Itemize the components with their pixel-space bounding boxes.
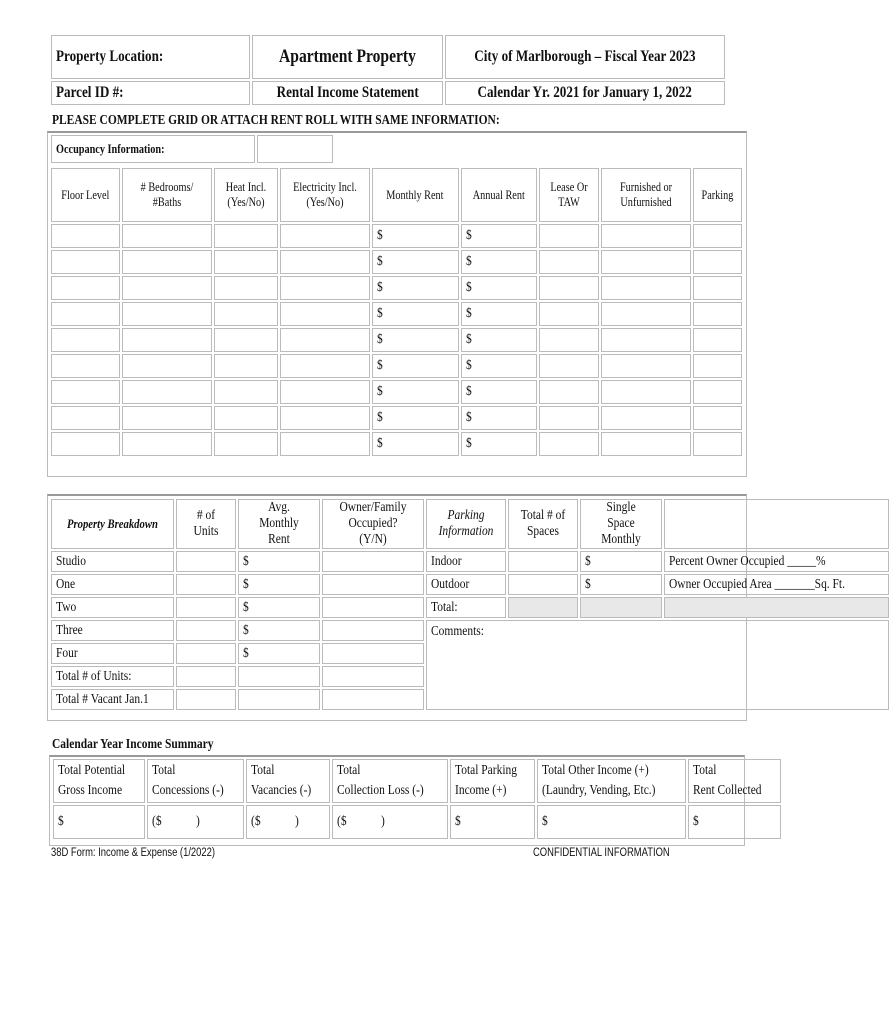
income-col-header (332, 759, 448, 803)
total-spaces-cell[interactable] (508, 574, 578, 595)
monthly-rent-currency: $ (376, 332, 383, 347)
occupancy-cell[interactable] (601, 432, 691, 456)
form-id: 38D Form: Income & Expense (1/2022) (51, 847, 216, 859)
income-col-label: (Laundry, Vending, Etc.) (542, 783, 656, 798)
occupancy-cell[interactable] (461, 380, 537, 404)
statement-title-cell (252, 81, 443, 105)
occupancy-table (49, 166, 744, 458)
owner-occupied-cell[interactable] (322, 551, 424, 572)
breakdown-row (51, 551, 889, 572)
unit-type-label-text: Total # of Units: (56, 668, 132, 684)
occupancy-cell[interactable] (280, 354, 370, 378)
monthly-rent-currency: $ (376, 228, 383, 243)
units-count-cell[interactable] (176, 620, 236, 641)
occupancy-cell[interactable] (51, 406, 120, 430)
income-col-label: Total (251, 763, 275, 778)
owner-occupied-area-text: Owner Occupied Area _______Sq. Ft. (669, 576, 846, 592)
occupancy-cell[interactable] (280, 302, 370, 326)
parking-type-label (426, 551, 506, 572)
unit-type-label-text: Studio (56, 553, 86, 569)
occupancy-cell[interactable] (214, 406, 278, 430)
col-total-spaces: Total # of Spaces (508, 499, 578, 549)
occupancy-cell[interactable] (601, 380, 691, 404)
income-col-label: Total (151, 763, 176, 778)
income-value-text: ($ ) (251, 814, 300, 829)
breakdown-row (51, 597, 889, 618)
property-location-label: Property Location: (56, 48, 164, 65)
unit-type-label (51, 597, 174, 618)
calendar-year-cell (445, 81, 725, 105)
occupancy-cell[interactable] (214, 328, 278, 352)
single-space-cell[interactable] (580, 551, 662, 572)
occupancy-cell[interactable] (372, 432, 459, 456)
income-value-cell[interactable] (332, 805, 448, 839)
occupancy-cell[interactable] (693, 328, 742, 352)
income-value-text: $ (542, 814, 548, 829)
occupancy-cell[interactable] (601, 224, 691, 248)
col-avg-monthly-rent: Avg. Monthly Rent (238, 499, 320, 549)
parking-info-title-cell (426, 499, 506, 549)
occupancy-cell[interactable] (601, 302, 691, 326)
occupancy-cell[interactable] (51, 224, 120, 248)
income-col-label: Collection Loss (-) (336, 783, 424, 798)
owner-occupied-cell[interactable] (322, 574, 424, 595)
occupancy-cell[interactable] (280, 432, 370, 456)
income-value-text: $ (692, 814, 699, 829)
instruction-text: PLEASE COMPLETE GRID OR ATTACH RENT ROLL WITH SAME INFORMATION: (52, 113, 500, 128)
occupancy-cell[interactable] (539, 406, 599, 430)
single-space-cell-text: $ (585, 553, 591, 569)
occupancy-cell[interactable] (51, 302, 120, 326)
occupancy-cell[interactable] (280, 224, 370, 248)
col-heat-incl: Heat Incl. (Yes/No) (214, 168, 278, 222)
col-annual-rent: Annual Rent (461, 168, 537, 222)
owner-occupied-area[interactable] (664, 574, 889, 595)
occupancy-cell[interactable] (280, 276, 370, 300)
occupancy-row (51, 432, 742, 456)
monthly-rent-currency: $ (376, 436, 383, 451)
income-value-text: $ (58, 814, 64, 829)
single-space-cell-text: $ (585, 576, 591, 592)
form-title-cell (252, 35, 443, 79)
annual-rent-currency: $ (465, 332, 472, 347)
breakdown-title: Property Breakdown (67, 515, 158, 531)
income-summary-title: Calendar Year Income Summary (52, 737, 214, 752)
units-count-cell[interactable] (176, 643, 236, 664)
income-col-label: Total Parking (454, 763, 517, 778)
avg-rent-cell (238, 689, 320, 710)
occupancy-cell[interactable] (372, 250, 459, 274)
breakdown-row (51, 574, 889, 595)
income-value-cell[interactable] (53, 805, 145, 839)
avg-rent-cell (238, 666, 320, 687)
avg-rent-cell-text: $ (243, 553, 249, 569)
parking-type-label-text: Indoor (431, 553, 462, 569)
city-fiscal-year: City of Marlborough – Fiscal Year 2023 (474, 48, 696, 65)
avg-rent-cell-text: $ (243, 622, 249, 638)
occupancy-cell[interactable] (539, 380, 599, 404)
occupancy-cell[interactable] (461, 354, 537, 378)
occupancy-row (51, 250, 742, 274)
occupancy-cell[interactable] (280, 406, 370, 430)
occupancy-row (51, 224, 742, 248)
occupancy-title-table (49, 133, 335, 165)
occupancy-row (51, 302, 742, 326)
occupancy-cell[interactable] (122, 276, 212, 300)
unit-type-label (51, 574, 174, 595)
property-location-cell[interactable] (51, 35, 250, 79)
avg-rent-cell[interactable] (238, 620, 320, 641)
annual-rent-currency: $ (465, 280, 472, 295)
occupancy-cell[interactable] (51, 328, 120, 352)
unit-type-label (51, 551, 174, 572)
income-value-cell[interactable] (537, 805, 685, 839)
occupancy-cell[interactable] (51, 354, 120, 378)
occupancy-cell[interactable] (539, 250, 599, 274)
occupancy-cell[interactable] (372, 328, 459, 352)
statement-title: Rental Income Statement (276, 84, 419, 101)
occupancy-cell[interactable] (539, 354, 599, 378)
monthly-rent-currency: $ (376, 254, 383, 269)
income-header-row (53, 759, 781, 803)
annual-rent-currency: $ (465, 436, 472, 451)
occupancy-cell[interactable] (214, 302, 278, 326)
avg-rent-cell-text: $ (243, 576, 249, 592)
unit-type-label (51, 620, 174, 641)
occupancy-cell[interactable] (601, 250, 691, 274)
occupancy-cell[interactable] (214, 250, 278, 274)
col-single-space-monthly: Single Space Monthly (580, 499, 662, 549)
occupancy-cell[interactable] (693, 302, 742, 326)
units-count-cell[interactable] (176, 597, 236, 618)
income-col-header (147, 759, 245, 803)
occupancy-title-cell (51, 135, 255, 163)
city-fiscal-cell (445, 35, 725, 79)
occupancy-cell[interactable] (372, 224, 459, 248)
income-col-label: Total (336, 763, 361, 778)
owner-occupied-cell[interactable] (322, 643, 424, 664)
occupancy-cell[interactable] (214, 354, 278, 378)
occupancy-cell[interactable] (122, 328, 212, 352)
occupancy-cell[interactable] (372, 276, 459, 300)
occupancy-cell[interactable] (693, 406, 742, 430)
parking-type-label-text: Outdoor (431, 576, 470, 592)
occupancy-cell[interactable] (693, 380, 742, 404)
annual-rent-currency: $ (465, 254, 472, 269)
owner-occupied-cell[interactable] (322, 597, 424, 618)
monthly-rent-currency: $ (376, 410, 383, 425)
unit-type-label-text: Total # Vacant Jan.1 (56, 691, 149, 707)
occupancy-cell[interactable] (51, 276, 120, 300)
annual-rent-currency: $ (465, 306, 472, 321)
unit-type-label-text: Four (56, 645, 78, 661)
avg-rent-cell[interactable] (238, 597, 320, 618)
breakdown-row (51, 620, 889, 641)
parking-total-blank (664, 597, 889, 618)
occupancy-cell[interactable] (461, 224, 537, 248)
percent-owner-occupied-text: Percent Owner Occupied _____% (669, 553, 826, 569)
avg-rent-cell-text: $ (243, 599, 249, 615)
occupancy-cell[interactable] (214, 224, 278, 248)
annual-rent-currency: $ (465, 228, 472, 243)
parking-type-label (426, 574, 506, 595)
monthly-rent-currency: $ (376, 280, 383, 295)
income-col-header (246, 759, 329, 803)
col-furnished: Furnished or Unfurnished (601, 168, 691, 222)
avg-rent-cell[interactable] (238, 643, 320, 664)
occupancy-row (51, 276, 742, 300)
income-col-label: Vacancies (-) (251, 783, 312, 798)
parcel-id-cell[interactable] (51, 81, 250, 105)
avg-rent-cell[interactable] (238, 574, 320, 595)
breakdown-header-row (51, 499, 889, 549)
occupancy-blank-cell (257, 135, 333, 163)
occupancy-cell[interactable] (693, 354, 742, 378)
income-col-header (450, 759, 536, 803)
monthly-rent-currency: $ (376, 306, 383, 321)
income-col-label: Rent Collected (692, 783, 762, 798)
header-table (49, 33, 727, 107)
breakdown-title-cell (51, 499, 174, 549)
income-value-text: ($ ) (336, 814, 385, 829)
comments-cell[interactable] (426, 620, 889, 710)
col-electricity-incl: Electricity Incl. (Yes/No) (280, 168, 370, 222)
unit-type-label-text: Two (56, 599, 77, 615)
income-value-cell[interactable] (147, 805, 245, 839)
occupancy-cell[interactable] (601, 276, 691, 300)
occupancy-cell[interactable] (461, 406, 537, 430)
occupancy-cell[interactable] (461, 328, 537, 352)
annual-rent-currency: $ (465, 358, 472, 373)
breakdown-table (49, 497, 891, 712)
unit-type-label (51, 643, 174, 664)
occupancy-cell[interactable] (461, 432, 537, 456)
units-count-cell[interactable] (176, 551, 236, 572)
occupancy-cell[interactable] (693, 432, 742, 456)
breakdown-header-blank (664, 499, 889, 549)
occupancy-cell[interactable] (214, 432, 278, 456)
col-floor-level: Floor Level (51, 168, 120, 222)
annual-rent-currency: $ (465, 384, 472, 399)
annual-rent-currency: $ (465, 410, 472, 425)
total-spaces-cell[interactable] (508, 597, 578, 618)
units-count-cell[interactable] (176, 666, 236, 687)
occupancy-cell[interactable] (214, 380, 278, 404)
income-col-label: Total (692, 763, 717, 778)
occupancy-cell[interactable] (372, 354, 459, 378)
income-col-label: Income (+) (454, 783, 506, 798)
col-units: # of Units (176, 499, 236, 549)
occupancy-cell[interactable] (461, 276, 537, 300)
occupancy-cell[interactable] (539, 224, 599, 248)
unit-type-label (51, 666, 174, 687)
col-monthly-rent: Monthly Rent (372, 168, 459, 222)
unit-type-label-text: One (56, 576, 76, 592)
income-value-cell[interactable] (246, 805, 329, 839)
occupancy-cell[interactable] (51, 380, 120, 404)
occupancy-cell[interactable] (372, 302, 459, 326)
form-title: Apartment Property (279, 46, 416, 67)
parcel-id-label: Parcel ID #: (56, 84, 124, 101)
units-count-cell[interactable] (176, 574, 236, 595)
occupancy-cell[interactable] (122, 224, 212, 248)
income-col-label: Concessions (-) (151, 783, 224, 798)
owner-occupied-cell[interactable] (322, 620, 424, 641)
occupancy-cell[interactable] (214, 276, 278, 300)
income-value-text: ($ ) (151, 814, 200, 829)
income-value-cell[interactable] (450, 805, 536, 839)
income-value-cell[interactable] (688, 805, 782, 839)
parking-info-title: Parking Information (438, 508, 494, 539)
col-bedrooms-baths: # Bedrooms/ #Baths (122, 168, 212, 222)
col-parking: Parking (693, 168, 742, 222)
parking-type-label-text: Total: (431, 599, 458, 615)
occupancy-cell[interactable] (372, 380, 459, 404)
occupancy-cell[interactable] (122, 354, 212, 378)
occupancy-cell[interactable] (693, 276, 742, 300)
percent-owner-occupied[interactable] (664, 551, 889, 572)
income-value-row (53, 805, 781, 839)
occupancy-cell[interactable] (122, 432, 212, 456)
monthly-rent-currency: $ (376, 384, 383, 399)
income-col-header (53, 759, 145, 803)
income-summary-table (51, 757, 783, 841)
occupancy-cell[interactable] (539, 276, 599, 300)
occupancy-cell[interactable] (280, 328, 370, 352)
monthly-rent-currency: $ (376, 358, 383, 373)
occupancy-cell[interactable] (693, 224, 742, 248)
calendar-year: Calendar Yr. 2021 for January 1, 2022 (477, 84, 693, 101)
occupancy-row (51, 406, 742, 430)
income-col-header (537, 759, 685, 803)
occupancy-cell[interactable] (601, 406, 691, 430)
occupancy-cell[interactable] (461, 250, 537, 274)
single-space-cell[interactable] (580, 574, 662, 595)
occupancy-cell[interactable] (372, 406, 459, 430)
col-owner-occupied: Owner/Family Occupied? (Y/N) (322, 499, 424, 549)
occupancy-cell[interactable] (461, 302, 537, 326)
occupancy-cell[interactable] (601, 328, 691, 352)
occupancy-cell[interactable] (601, 354, 691, 378)
total-spaces-cell[interactable] (508, 551, 578, 572)
parking-type-label (426, 597, 506, 618)
income-col-label: Total Other Income (+) (542, 763, 649, 778)
comments-cell-text: Comments: (431, 624, 485, 639)
occupancy-header-row (51, 168, 742, 222)
occupancy-cell[interactable] (539, 432, 599, 456)
income-col-header (688, 759, 782, 803)
occupancy-cell[interactable] (122, 250, 212, 274)
occupancy-cell[interactable] (280, 250, 370, 274)
col-lease-taw: Lease Or TAW (539, 168, 599, 222)
occupancy-cell[interactable] (122, 380, 212, 404)
unit-type-label (51, 689, 174, 710)
occupancy-row (51, 328, 742, 352)
occupancy-cell[interactable] (693, 250, 742, 274)
single-space-cell (580, 597, 662, 618)
owner-occupied-cell[interactable] (322, 666, 424, 687)
occupancy-cell[interactable] (51, 250, 120, 274)
income-col-label: Total Potential (58, 763, 126, 778)
income-col-label: Gross Income (58, 783, 123, 798)
occupancy-title: Occupancy Information: (56, 142, 165, 156)
occupancy-cell[interactable] (122, 406, 212, 430)
owner-occupied-cell[interactable] (322, 689, 424, 710)
units-count-cell[interactable] (176, 689, 236, 710)
occupancy-cell[interactable] (539, 302, 599, 326)
occupancy-row (51, 380, 742, 404)
confidential-label: CONFIDENTIAL INFORMATION (533, 847, 670, 859)
occupancy-cell[interactable] (122, 302, 212, 326)
occupancy-cell[interactable] (51, 432, 120, 456)
unit-type-label-text: Three (56, 622, 83, 638)
occupancy-cell[interactable] (539, 328, 599, 352)
income-value-text: $ (454, 814, 461, 829)
avg-rent-cell[interactable] (238, 551, 320, 572)
occupancy-cell[interactable] (280, 380, 370, 404)
avg-rent-cell-text: $ (243, 645, 249, 661)
occupancy-row (51, 354, 742, 378)
